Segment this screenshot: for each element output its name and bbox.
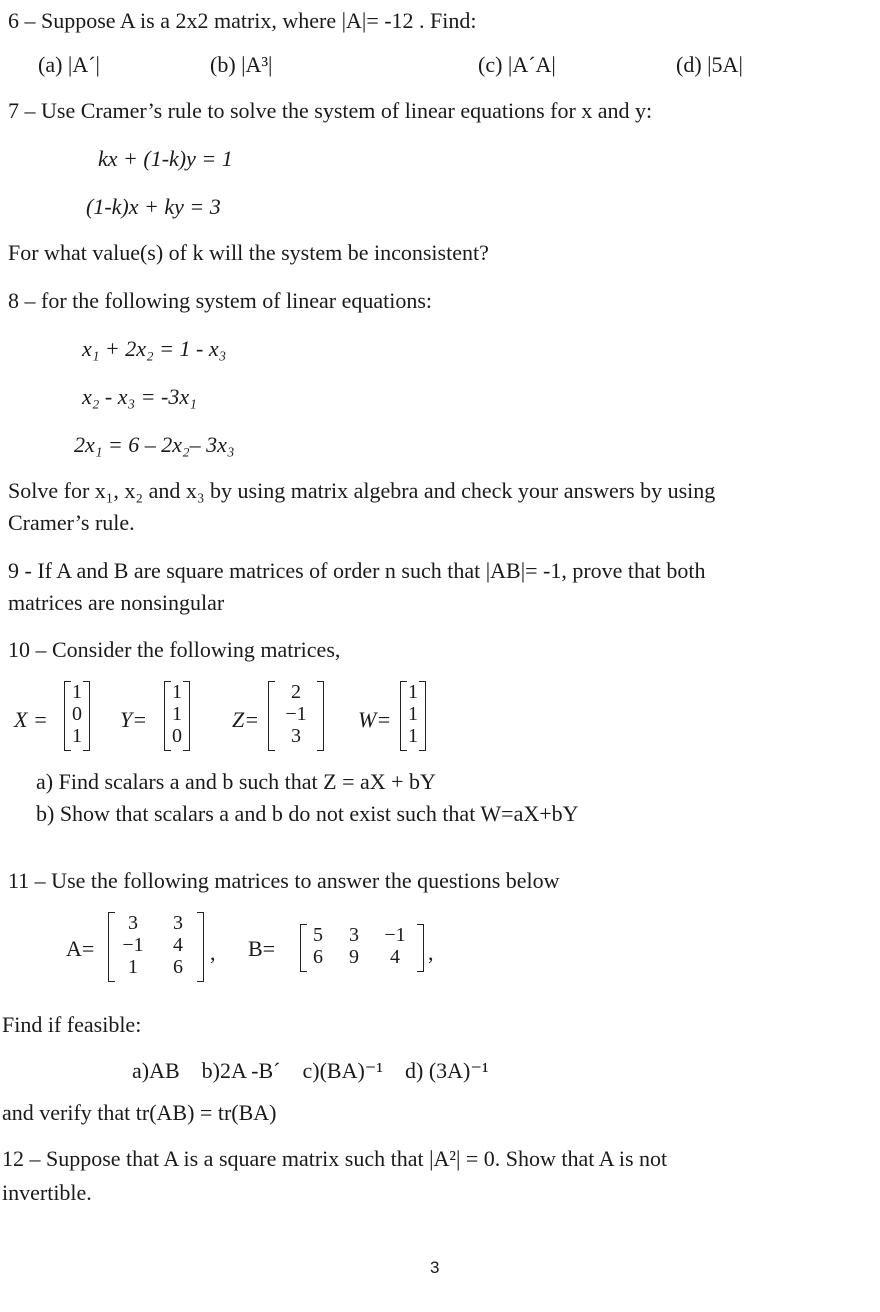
q7-equation-2: (1-k)x + ky = 3 [86, 194, 221, 219]
q9-line-2: matrices are nonsingular [8, 590, 225, 615]
q6-title: 6 – Suppose A is a 2x2 matrix, where |A|= -12 . Find: [8, 8, 477, 33]
matrix-x-cell: 0 [72, 703, 82, 725]
matrix-z-cell: 3 [291, 725, 301, 747]
matrix-x-cell: 1 [72, 725, 82, 747]
q8-equation-2: x₂ - x₃ = -3x₁ [82, 384, 197, 409]
q10-part-b: b) Show that scalars a and b do not exist such that W=aX+bY [36, 801, 579, 826]
matrix-a [108, 912, 204, 982]
q11-feasible: Find if feasible: [2, 1012, 142, 1037]
q7-title: 7 – Use Cramer’s rule to solve the system of linear equations for x and y: [8, 98, 653, 123]
matrix-w [400, 681, 426, 751]
q10-title: 10 – Consider the following matrices, [8, 637, 341, 662]
matrix-b-cell: 5 [313, 924, 323, 946]
q6-part-d: (d) |5A| [676, 52, 743, 77]
matrix-a-cell: 3 [128, 912, 138, 934]
matrix-a-label: A= [66, 936, 95, 961]
comma-separator: , [428, 940, 434, 965]
matrix-b-cell: 3 [349, 924, 359, 946]
matrix-x [64, 681, 90, 751]
comma-separator: , [210, 940, 216, 965]
matrix-w-cell: 1 [408, 681, 418, 703]
q12-line-2: invertible. [2, 1180, 92, 1205]
q10-part-a: a) Find scalars a and b such that Z = aX + bY [36, 769, 436, 794]
matrix-w-cell: 1 [408, 725, 418, 747]
matrix-z-cell: 2 [291, 681, 301, 703]
matrix-b-cell: −1 [384, 924, 406, 946]
matrix-b [300, 924, 424, 972]
matrix-a-cell: 4 [173, 934, 183, 956]
matrix-a-cell: 3 [173, 912, 183, 934]
matrix-w-label: W= [358, 707, 392, 732]
q8-solve-line-1: Solve for x₁, x₂ and x₃ by using matrix algebra and check your answers by using [8, 478, 716, 503]
matrix-x-label: X = [14, 707, 48, 732]
matrix-y-cell: 0 [172, 725, 182, 747]
matrix-y [164, 681, 190, 751]
matrix-y-cell: 1 [172, 703, 182, 725]
q7-equation-1: kx + (1-k)y = 1 [98, 146, 233, 171]
q9-line-1: 9 - If A and B are square matrices of order n such that |AB|= -1, prove that both [8, 558, 706, 583]
q6-part-a: (a) |A´| [38, 52, 100, 77]
matrix-x-cell: 1 [72, 681, 82, 703]
q8-equation-3: 2x₁ = 6 – 2x₂– 3x₃ [74, 432, 235, 457]
matrix-z [268, 681, 324, 751]
q8-title: 8 – for the following system of linear equations: [8, 288, 433, 313]
matrix-a-cell: 1 [128, 956, 138, 978]
matrix-a-cell: −1 [122, 934, 144, 956]
matrix-b-cell: 9 [349, 946, 359, 968]
q12-line-1: 12 – Suppose that A is a square matrix such that |A²| = 0. Show that A is not [2, 1146, 668, 1171]
matrix-b-label: B= [248, 936, 276, 961]
matrix-w-cell: 1 [408, 703, 418, 725]
matrix-z-cell: −1 [285, 703, 307, 725]
matrix-y-label: Y= [120, 707, 148, 732]
q11-verify: and verify that tr(AB) = tr(BA) [2, 1100, 277, 1125]
matrix-a-cell: 6 [173, 956, 183, 978]
q8-equation-1: x₁ + 2x₂ = 1 - x₃ [82, 336, 227, 361]
matrix-z-label: Z= [232, 707, 260, 732]
matrix-b-cell: 6 [313, 946, 323, 968]
q6-part-c: (c) |A´A| [478, 52, 556, 77]
q6-part-b: (b) |A³| [210, 52, 273, 77]
q11-parts: a)AB b)2A -B´ c)(BA)⁻¹ d) (3A)⁻¹ [132, 1058, 489, 1083]
q11-title: 11 – Use the following matrices to answer the questions below [8, 868, 560, 893]
matrix-b-cell: 4 [390, 946, 400, 968]
q7-question: For what value(s) of k will the system be inconsistent? [8, 240, 489, 265]
q8-solve-line-2: Cramer’s rule. [8, 510, 135, 535]
matrix-y-cell: 1 [172, 681, 182, 703]
page-number: 3 [430, 1258, 440, 1277]
